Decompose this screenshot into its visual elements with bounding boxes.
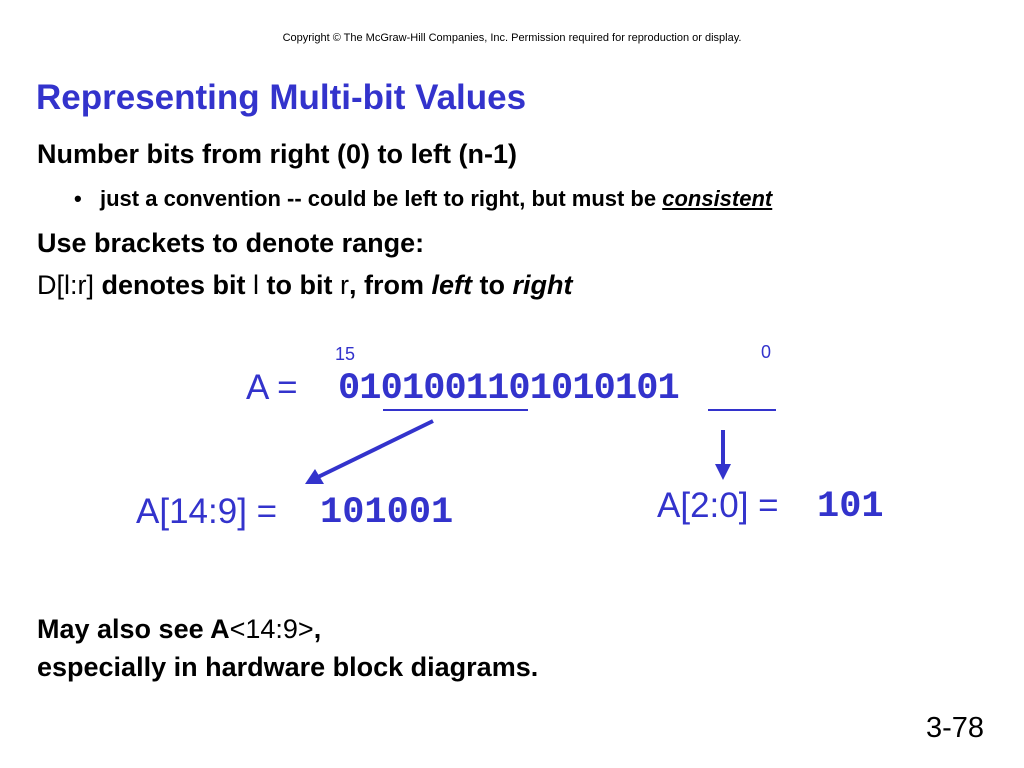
bit-index-high: 15 <box>335 344 356 364</box>
arrow-right-head <box>715 464 731 480</box>
range-word-left: left <box>431 270 473 300</box>
main-value-label: A = <box>246 368 298 407</box>
arrow-left-shaft <box>316 421 433 478</box>
subrange-right-value: 101 <box>817 486 884 528</box>
body-line-number-bits: Number bits from right (0) to left (n-1) <box>37 139 517 169</box>
bullet-text: just a convention -- could be left to right, but must be <box>100 186 663 211</box>
subrange-left-label: A[14:9] = <box>136 492 278 531</box>
copyright-notice: Copyright © The McGraw-Hill Companies, Inc. Permission required for reproduction or display. <box>282 32 742 44</box>
subrange-right-label: A[2:0] = <box>657 486 779 525</box>
bullet-emphasis: consistent <box>662 186 773 211</box>
range-var-r: r <box>340 270 349 300</box>
note-angle-notation: <14:9> <box>229 614 314 644</box>
page-number: 3-78 <box>926 712 985 744</box>
range-var-l: l <box>253 270 260 300</box>
range-notation: D[l:r] <box>37 270 94 300</box>
range-text-4: to <box>472 270 513 300</box>
body-line-brackets: Use brackets to denote range: <box>37 228 425 258</box>
note-text: May also see A <box>37 614 230 644</box>
bit-index-low: 0 <box>761 342 772 362</box>
note-comma: , <box>313 614 322 644</box>
range-text-3: , from <box>349 270 432 300</box>
range-text-2: to bit <box>259 270 340 300</box>
range-text-1: denotes bit <box>94 270 254 300</box>
bullet-marker: • <box>74 186 82 211</box>
slide-title: Representing Multi-bit Values <box>36 78 527 117</box>
main-bit-string: 0101001101010101 <box>338 368 679 410</box>
note-line-2: especially in hardware block diagrams. <box>37 652 539 682</box>
subrange-left-value: 101001 <box>320 492 454 534</box>
range-word-right: right <box>512 270 573 300</box>
note-line-1 <box>37 614 321 645</box>
